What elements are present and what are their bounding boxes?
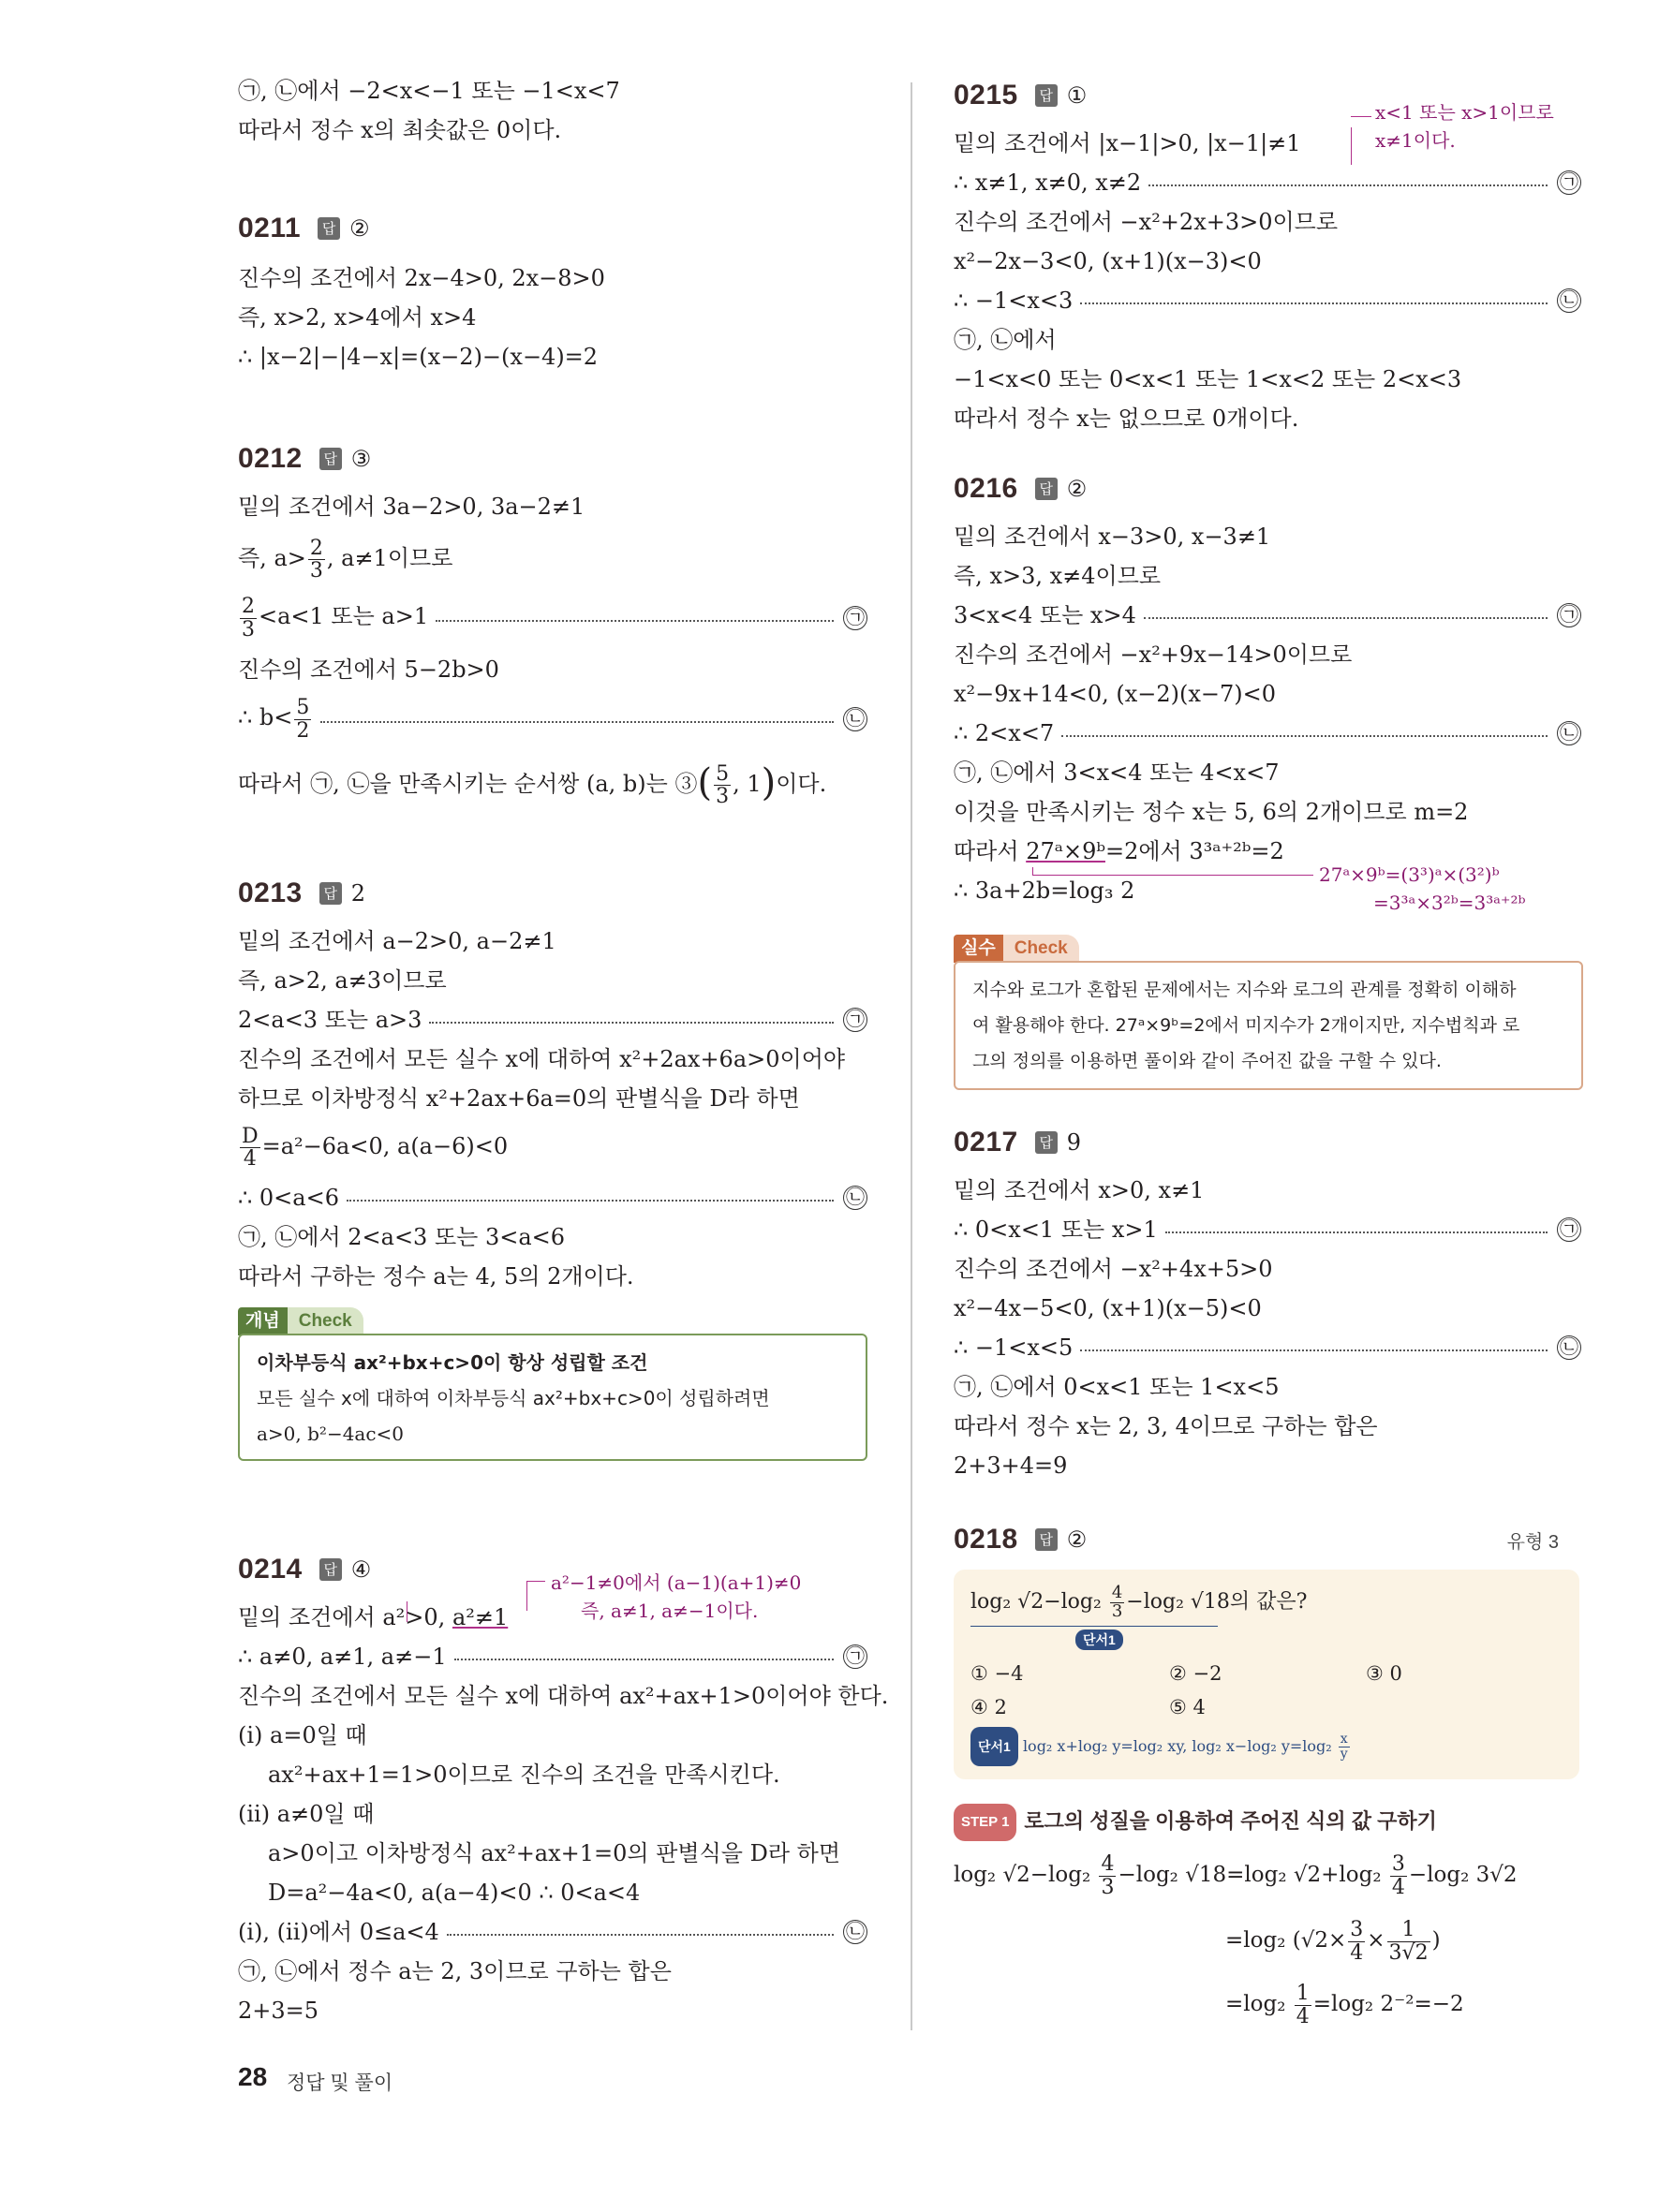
solution-line-marked: ∴ b< $\frac{5}{2}$ ㉡ [238,695,867,744]
type-label: 유형 3 [1506,1531,1559,1553]
solution-line: 따라서 정수 x는 없으므로 0개이다. [954,406,1299,432]
condition-marker: ㉠ [1557,603,1581,627]
solution-line: ax²+ax+1=1>0이므로 진수의 조건을 만족시킨다. [268,1762,780,1788]
solution-line: 이것을 만족시키는 정수 x는 5, 6의 2개이므로 m=2 [954,799,1469,825]
solution-line: 진수의 조건에서 2x−4>0, 2x−8>0 [238,265,605,291]
solution-line-marked: $\frac{2}{3}$ <a<1 또는 a>1 ㉠ [238,594,867,642]
side-note: x≠1이다. [1375,129,1456,152]
footer-label: 정답 및 풀이 [287,2072,393,2094]
solution-line: ∴ 3a+2b=log₃ 2 [954,877,1135,904]
solution-line: 밑의 조건에서 x>0, x≠1 [954,1177,1205,1203]
solution-line-marked: 3<x<4 또는 x>4 ㉠ [954,596,1581,635]
solution-line: 따라서 구하는 정수 a는 4, 5의 2개이다. [238,1263,634,1290]
condition-marker: ㉡ [843,1920,867,1944]
solution-line: 따라서 ㉠, ㉡을 만족시키는 순서쌍 (a, b)는 ③( $\frac{5}{3}$ , 1)이다. [238,761,827,808]
problem-number: 0212 [238,443,303,474]
problem-0218-header [954,1519,1581,1560]
answer-badge: 답 [319,1558,342,1581]
side-note: x<1 또는 x>1이므로 [1375,101,1554,124]
problem-0212-header [238,438,371,479]
column-divider [911,82,912,2030]
answer-value: ② [1066,476,1088,502]
solution-line: 즉, a> $\frac{2}{3}$ , a≠1이므로 [238,536,453,582]
solution-line: 즉, x>2, x>4에서 x>4 [238,304,477,331]
solution-line: 진수의 조건에서 −x²+4x+5>0 [954,1256,1273,1282]
choice-4: ④ 2 [970,1696,1007,1718]
side-note: =3³ᵃ×3²ᵇ=3³ᵃ⁺²ᵇ [1373,892,1526,914]
answer-badge: 답 [319,448,342,470]
problem-number: 0213 [238,877,303,908]
solution-line: =log₂ $\frac{1}{4}$ =log₂ 2⁻²=−2 [1225,1982,1464,2028]
condition-marker: ㉠ [843,1008,867,1032]
answer-badge: 답 [1035,1131,1058,1154]
condition-marker: ㉡ [1557,721,1581,745]
solution-line: 따라서 27ᵃ×9ᵇ=2에서 3³ᵃ⁺²ᵇ=2 [954,838,1284,864]
solution-line: 밑의 조건에서 3a−2>0, 3a−2≠1 [238,494,585,520]
question-text: log₂ √2−log₂ $\frac{4}{3}$ −log₂ √18의 값은? [970,1582,1308,1621]
condition-marker: ㉠ [843,1644,867,1669]
problem-0211-header [238,208,370,249]
solution-line: 진수의 조건에서 모든 실수 x에 대하여 x²+2ax+6a>0이어야 [238,1046,846,1072]
page-number: 28 [238,2062,268,2091]
solution-line: 2+3+4=9 [954,1453,1068,1479]
answer-badge: 답 [318,217,340,240]
solution-line: 밑의 조건에서 x−3>0, x−3≠1 [954,524,1271,550]
solution-line: x²−9x+14<0, (x−2)(x−7)<0 [954,681,1277,707]
step-heading: STEP 1 로그의 성질을 이용하여 주어진 식의 값 구하기 [954,1804,1437,1837]
solution-line: ∴ |x−2|−|4−x|=(x−2)−(x−4)=2 [238,344,599,370]
problem-number: 0211 [238,213,302,243]
mistake-line: 여 활용해야 한다. 27ᵃ×9ᵇ=2에서 미지수가 2개이지만, 지수법칙과 로 [972,1015,1520,1036]
solution-line: x²−2x−3<0, (x+1)(x−3)<0 [954,248,1262,274]
solution-line: 진수의 조건에서 −x²+2x+3>0이므로 [954,209,1339,235]
answer-badge: 답 [1035,84,1058,107]
solution-line-marked: ∴ 2<x<7 ㉡ [954,714,1581,753]
solution-line: 즉, a>2, a≠3이므로 [238,967,447,994]
choice-2: ② −2 [1169,1662,1222,1685]
solution-line: ㉠, ㉡에서 3<x<4 또는 4<x<7 [954,759,1280,786]
answer-value: 9 [1066,1129,1082,1156]
solution-line-marked: ∴ x≠1, x≠0, x≠2 ㉠ [954,163,1581,202]
condition-marker: ㉠ [1557,1217,1581,1242]
mistake-check-box [954,961,1583,1090]
problem-0215-header [954,75,1087,116]
clue-hint: 단서1 log₂ x+log₂ y=log₂ xy, log₂ x−log₂ y=log₂ $\frac{x}{y}$ [970,1727,1352,1764]
choice-1: ① −4 [970,1662,1024,1685]
solution-line: 하므로 이차방정식 x²+2ax+6a=0의 판별식을 D라 하면 [238,1085,800,1112]
problem-0214-header [238,1549,371,1590]
solution-line-marked: ∴ 0<a<6 ㉡ [238,1178,867,1217]
answer-badge: 답 [1035,478,1058,500]
problem-number: 0216 [954,473,1018,504]
side-note: 27ᵃ×9ᵇ=(3³)ᵃ×(3²)ᵇ [1319,863,1500,886]
problem-0216-header [954,468,1087,509]
condition-marker: ㉡ [1557,288,1581,313]
solution-line: 따라서 정수 x는 2, 3, 4이므로 구하는 합은 [954,1413,1378,1439]
solution-line: 즉, x>3, x≠4이므로 [954,563,1162,589]
step-badge: STEP 1 [954,1804,1016,1841]
condition-marker: ㉡ [843,707,867,731]
continued-line-2: 따라서 정수 x의 최솟값은 0이다. [238,117,562,143]
solution-line: 밑의 조건에서 |x−1|>0, |x−1|≠1 [954,130,1301,156]
choice-5: ⑤ 4 [1169,1696,1206,1718]
answer-value: ① [1066,82,1088,109]
solution-line-marked: (i), (ii)에서 0≤a<4 ㉡ [238,1912,867,1952]
solution-line: x²−4x−5<0, (x+1)(x−5)<0 [954,1295,1262,1321]
concept-check-tag: 개념 Check [238,1307,363,1335]
solution-line: $\frac{D}{4}$ =a²−6a<0, a(a−6)<0 [242,1124,509,1171]
mistake-line: 그의 정의를 이용하면 풀이와 같이 주어진 값을 구할 수 있다. [972,1051,1442,1071]
concept-title: 이차부등식 ax²+bx+c>0이 항상 성립할 조건 [257,1351,648,1374]
solution-line: 진수의 조건에서 −x²+9x−14>0이므로 [954,641,1353,668]
answer-value: ② [1066,1526,1088,1553]
continued-line-1: ㉠, ㉡에서 −2<x<−1 또는 −1<x<7 [238,78,620,104]
solution-line-marked: 2<a<3 또는 a>3 ㉠ [238,1000,867,1040]
solution-line: 진수의 조건에서 모든 실수 x에 대하여 ax²+ax+1>0이어야 한다. [238,1683,889,1709]
choice-3: ③ 0 [1366,1662,1402,1685]
solution-line-marked: ∴ a≠0, a≠1, a≠−1 ㉠ [238,1637,867,1676]
answer-value: 2 [350,880,366,907]
problem-0217-header [954,1122,1081,1163]
solution-line: ㉠, ㉡에서 [954,327,1057,353]
answer-value: ② [349,215,370,242]
solution-line: 진수의 조건에서 5−2b>0 [238,656,499,683]
question-box [954,1570,1579,1779]
answer-badge: 답 [319,882,342,905]
solution-line: ㉠, ㉡에서 2<a<3 또는 3<a<6 [238,1224,566,1250]
side-note: a²−1≠0에서 (a−1)(a+1)≠0 [551,1571,802,1594]
solution-line: 2+3=5 [238,1998,319,2024]
problem-number: 0214 [238,1554,303,1585]
solution-line: 밑의 조건에서 a−2>0, a−2≠1 [238,928,556,954]
solution-line-marked: ∴ −1<x<3 ㉡ [954,281,1581,320]
problem-0213-header [238,873,365,914]
condition-marker: ㉠ [1557,170,1581,195]
mistake-line: 지수와 로그가 혼합된 문제에서는 지수와 로그의 관계를 정확히 이해하 [972,980,1517,1000]
mistake-check-tag: 실수 Check [954,935,1079,963]
answer-value: ③ [350,446,372,472]
clue-badge: 단서1 [1075,1630,1123,1650]
concept-check-box [238,1334,867,1461]
side-note: 즉, a≠1, a≠−1이다. [581,1600,759,1622]
solution-line: −1<x<0 또는 0<x<1 또는 1<x<2 또는 2<x<3 [954,366,1462,392]
problem-number: 0218 [954,1524,1018,1555]
problem-number: 0217 [954,1127,1018,1158]
answer-value: ④ [350,1556,372,1583]
solution-line: 밑의 조건에서 a²>0, a²≠1 [238,1604,509,1630]
solution-line: log₂ √2−log₂ $\frac{4}{3}$ −log₂ √18=log₂ √2+log₂ $\frac{3}{4}$ −log₂ 3√2 [954,1852,1518,1899]
solution-line: a>0이고 이차방정식 ax²+ax+1=0의 판별식을 D라 하면 [268,1840,841,1866]
solution-line: (ii) a≠0일 때 [238,1801,375,1827]
answer-badge: 답 [1035,1528,1058,1551]
problem-number: 0215 [954,80,1018,111]
condition-marker: ㉡ [843,1186,867,1210]
concept-line: 모든 실수 x에 대하여 이차부등식 ax²+bx+c>0이 성립하려면 [257,1387,770,1409]
solution-line-marked: ∴ 0<x<1 또는 x>1 ㉠ [954,1210,1581,1249]
solution-line: ㉠, ㉡에서 정수 a는 2, 3이므로 구하는 합은 [238,1958,672,1984]
solution-line-marked: ∴ −1<x<5 ㉡ [954,1328,1581,1367]
solution-line: D=a²−4a<0, a(a−4)<0 ∴ 0<a<4 [268,1880,641,1906]
condition-marker: ㉠ [843,606,867,630]
concept-line: a>0, b²−4ac<0 [257,1423,405,1445]
solution-line: ㉠, ㉡에서 0<x<1 또는 1<x<5 [954,1374,1280,1400]
solution-line: (i) a=0일 때 [238,1722,367,1748]
condition-marker: ㉡ [1557,1335,1581,1360]
solution-line: =log₂ (√2× $\frac{3}{4}$ × $\frac{1}{3√2}$ ) [1225,1918,1441,1965]
